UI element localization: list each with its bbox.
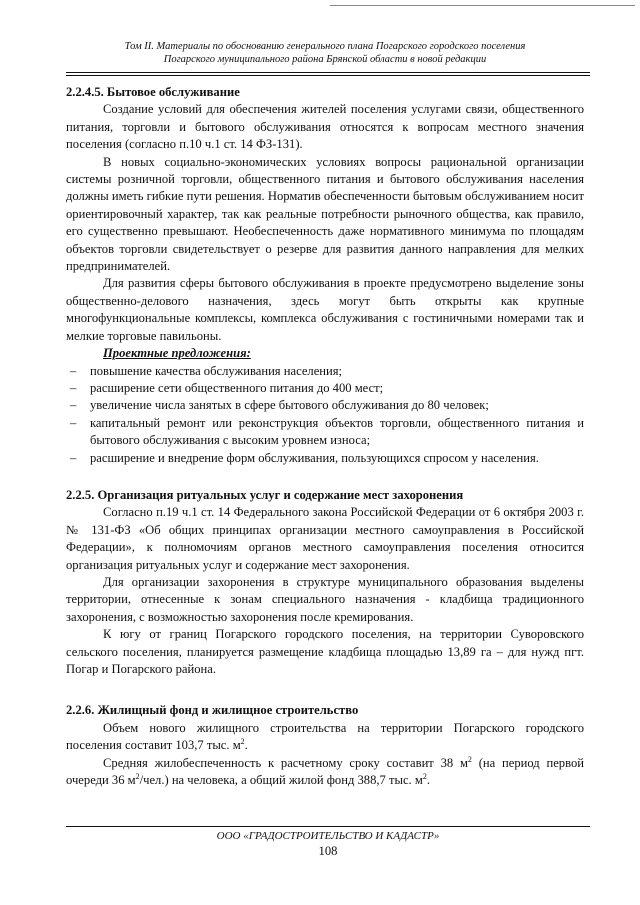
page-content [66, 84, 584, 789]
list-item: – расширение сети общественного питания до 400 мест; [66, 380, 584, 397]
paragraph-housing-provision: Средняя жилобеспеченность к расчетному сроку составит 38 $м^2$ (на период первой очереди 36 $м^2/чел$.) на человека, а общий жилой фонд 388,7 тыс. $м^2$. [66, 754, 584, 788]
proposals-heading [66, 345, 584, 362]
footer-rule [66, 826, 590, 827]
proposals-list [66, 363, 584, 467]
paragraph: Согласно п.19 ч.1 ст. 14 Федерального закона Российской Федерации от 6 октября 2003 г. № 131-ФЗ «Об общих принципах организации местного самоуправления в Российской Федерации», к полномочиям органов местного самоуправления поселения относится организация ритуальных услуг и содержание мест захоронения. [66, 505, 584, 572]
top-edge-rule [330, 5, 635, 6]
paragraph: К югу от границ Погарского городского поселения, на территории Суворовского сельского поселения, планируется размещение кладбища площадью 13,89 га – для нужд пгт. Погар и Погарского района. [66, 627, 584, 676]
page-number: 108 [318, 844, 338, 858]
paragraph: Для организации захоронения в структуре муниципального образования выделены территории, отнесенные к зонам специального назначения - кладбища традиционного захоронения, с возможностью захоронения после кремирования. [66, 574, 584, 624]
section-title-consumer-services: 2.2.4.5. Бытовое обслуживание [66, 85, 240, 99]
header-rule-double [66, 75, 590, 76]
header-line-1: Том II. Материалы по обоснованию генерального плана Погарского городского поселения [124, 41, 526, 52]
proposals-title: Проектные предложения: [103, 346, 251, 361]
document-header [60, 40, 590, 66]
section-title-funeral-services: 2.2.5. Организация ритуальных услуг и содержание мест захоронения [66, 487, 464, 502]
header-line-2: Погарского муниципального района Брянской области в новой редакции [163, 54, 487, 65]
section-title-housing: 2.2.6. Жилищный фонд и жилищное строительство [66, 703, 359, 718]
paragraph: Создание условий для обеспечения жителей поселения услугами связи, общественного питания, торговли и бытового обслуживания относятся к вопросам местного значения поселения (согласно п.10 ч.1 ст. 14 ФЗ-131). [66, 102, 584, 152]
footer-organization: ООО «ГРАДОСТРОИТЕЛЬСТВО И КАДАСТР» [216, 830, 440, 842]
list-item: – капитальный ремонт или реконструкция объектов торговли, общественного питания и бытового обслуживания с высоким уровнем износа; [66, 415, 584, 450]
header-rule [66, 72, 590, 73]
list-item: – повышение качества обслуживания населения; [66, 363, 584, 380]
list-item: – расширение и внедрение форм обслуживания, пользующихся спросом у населения. [66, 450, 584, 467]
list-item: – увеличение числа занятых в сфере бытового обслуживания до 80 человек; [66, 397, 584, 414]
paragraph: Для развития сферы бытового обслуживания в проекте предусмотрено выделение зоны общественно-делового назначения, здесь могут быть открыты как крупные многофункциональные комплексы, комплекса обслуживания с гостиничными номерами так и мелкие торговые павильоны. [66, 276, 584, 343]
paragraph: В новых социально-экономических условиях вопросы рациональной организации системы розничной торговли, общественного питания и бытового обслуживания населения должны иметь гибкие пути решения. Норматив обеспеченности бытовым обслуживанием носит ориентировочный характер, так как реальные потребности рыночного общества, как правило, его существенно превышают. Необеспеченность даже нормативного минимума по площадям объектов торговли свидетельствует о резерве для развития данного направления для мелких предпринимателей. [66, 154, 584, 274]
paragraph-housing-volume: Объем нового жилищного строительства на территории Погарского городского поселения составит 103,7 тыс. $м^2$. [66, 720, 584, 753]
